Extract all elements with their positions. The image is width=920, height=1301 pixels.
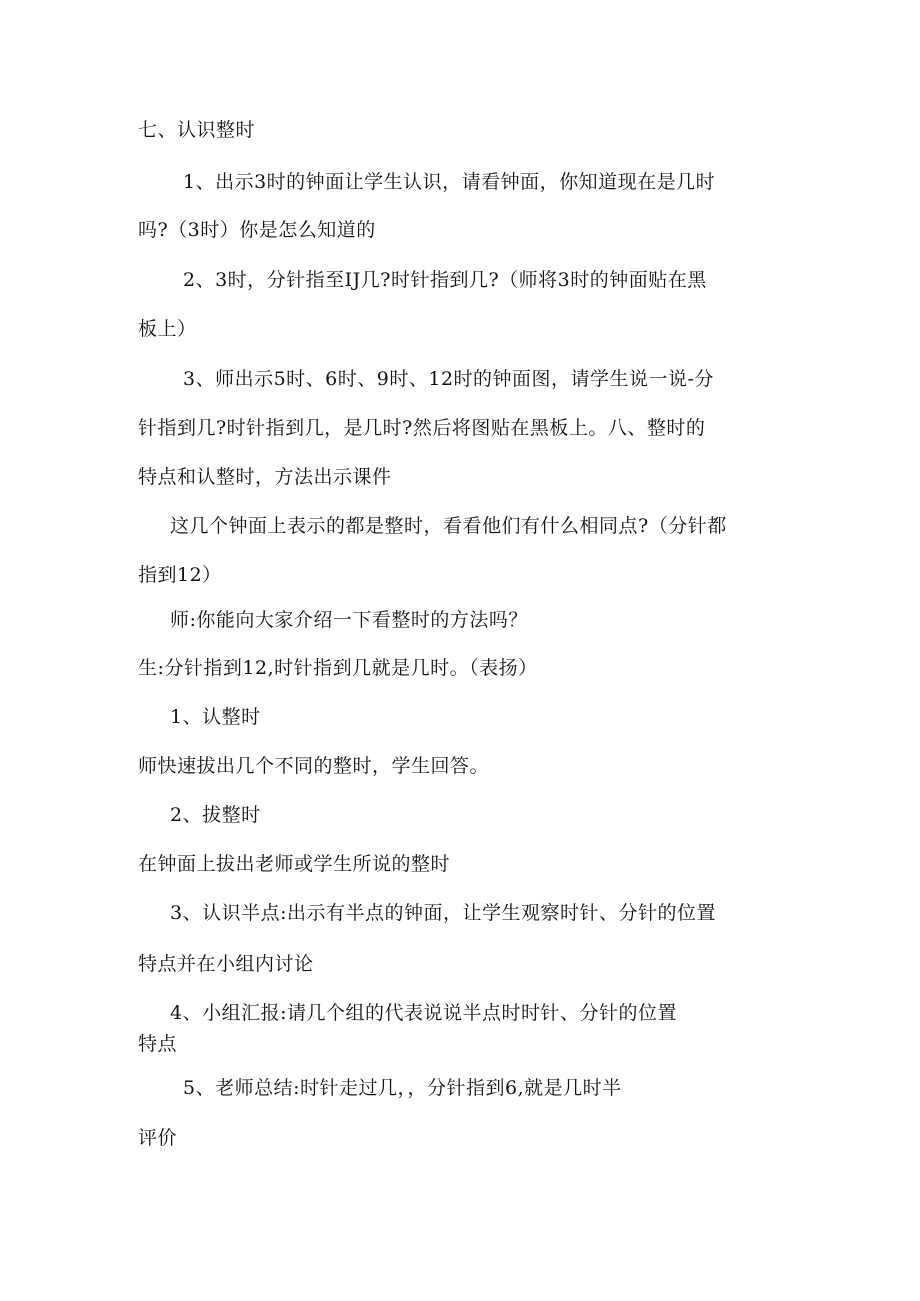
paragraph-line: 2、3时，分针指至IJ几?时针指到几?（师将3时的钟面贴在黑 (183, 269, 707, 291)
paragraph-line: 针指到几?时针指到几，是几时?然后将图贴在黑板上。八、整时的 (138, 417, 706, 439)
paragraph-line: 指到12） (138, 564, 222, 586)
paragraph-line: 特点和认整时，方法出示课件 (138, 466, 392, 488)
paragraph-line: 特点 (138, 1033, 178, 1055)
list-item: 3、认识半点:出示有半点的钟面，让学生观察时针、分针的位置 (170, 902, 716, 924)
paragraph-line: 在钟面上拔出老师或学生所说的整时 (138, 853, 451, 875)
paragraph-line: 特点并在小组内讨论 (138, 953, 314, 975)
list-item: 5、老师总结:时针走过几，，分针指到6,就是几时半 (183, 1077, 622, 1099)
paragraph-line: 评价 (138, 1127, 178, 1149)
list-item: 4、小组汇报:请几个组的代表说说半点时时针、分针的位置 (170, 1002, 677, 1024)
paragraph-line: 师快速拔出几个不同的整时，学生回答。 (138, 755, 490, 777)
paragraph-line: 这几个钟面上表示的都是整时，看看他们有什么相同点?（分针都 (170, 515, 727, 537)
list-item: 2、拔整时 (170, 804, 261, 826)
paragraph-line: 1、出示3时的钟面让学生认识，请看钟面，你知道现在是几时 (183, 171, 716, 193)
paragraph-line: 3、师出示5时、6时、9时、12时的钟面图，请学生说一说-分 (183, 368, 714, 390)
section-heading-seven: 七、认识整时 (138, 119, 256, 141)
paragraph-line: 吗?（3时）你是怎么知道的 (138, 219, 376, 241)
paragraph-line: 板上） (138, 318, 197, 340)
paragraph-line: 生:分针指到12,时针指到几就是几时。（表扬） (138, 657, 538, 679)
paragraph-line: 师:你能向大家介绍一下看整时的方法吗？ (170, 609, 528, 631)
list-item: 1、认整时 (170, 706, 261, 728)
